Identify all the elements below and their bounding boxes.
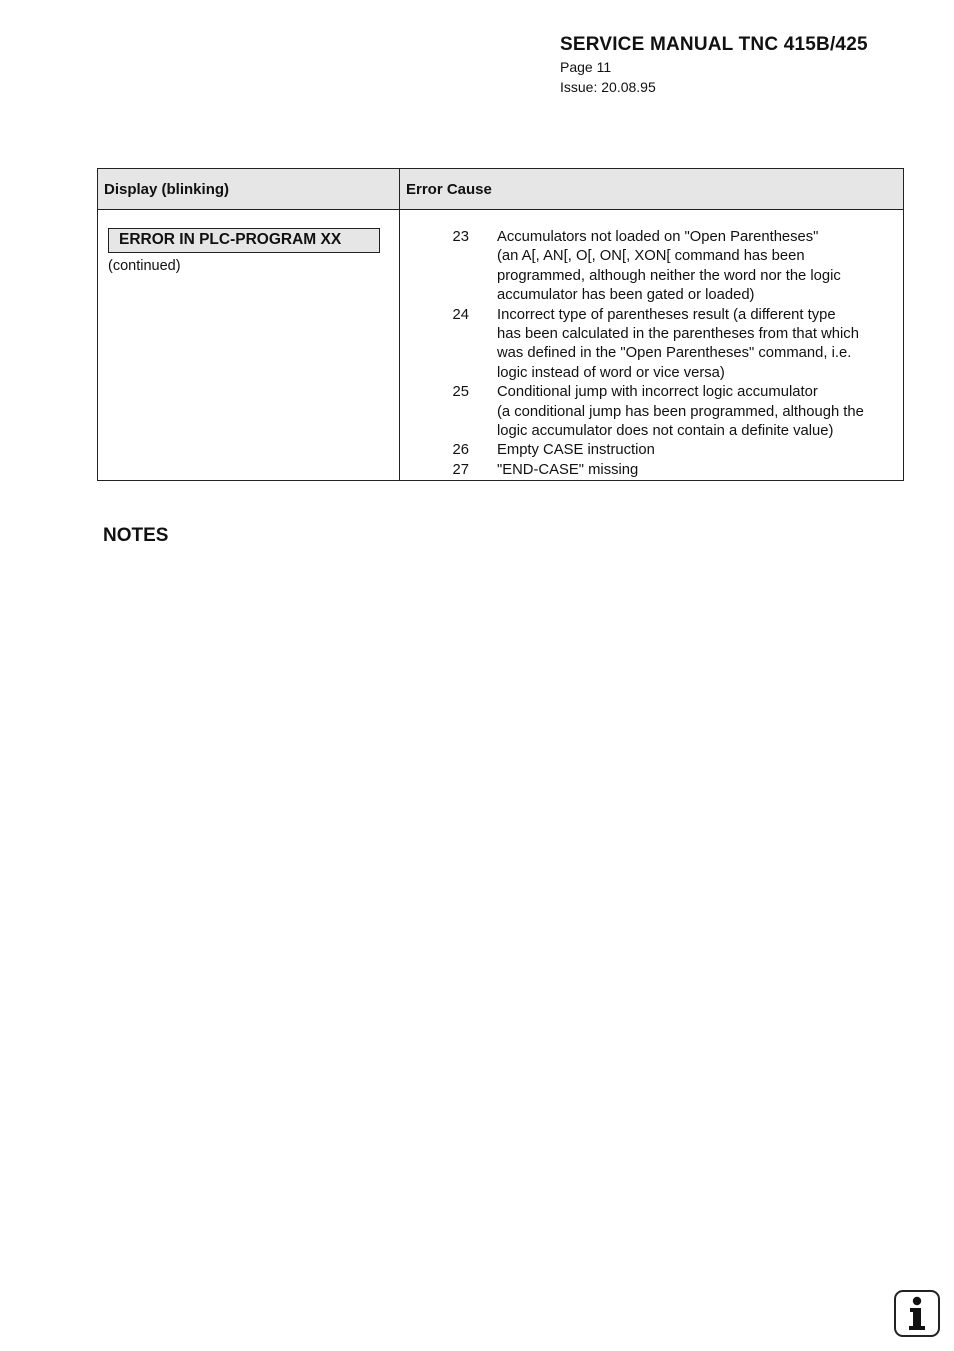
cause-row <box>400 383 899 441</box>
cause-text-line: was defined in the "Open Parentheses" command, i.e. <box>497 345 852 362</box>
cause-text-line: "END-CASE" missing <box>497 461 639 478</box>
display-cell <box>98 210 400 481</box>
cause-text-line: has been calculated in the parentheses from that which <box>497 326 859 343</box>
cause-text <box>497 306 899 384</box>
cause-text-line: Empty CASE instruction <box>497 442 655 459</box>
document-header <box>560 34 868 95</box>
table-row <box>98 210 904 481</box>
cause-row <box>400 228 899 306</box>
cause-text-line: Conditional jump with incorrect logic accumulator <box>497 384 818 401</box>
display-column-header: Display (blinking) <box>98 169 400 210</box>
cause-row <box>400 306 899 384</box>
cause-text <box>497 461 899 480</box>
cause-column-header: Error Cause <box>400 169 904 210</box>
cause-text-line: Accumulators not loaded on "Open Parentheses" <box>497 229 819 245</box>
notes-heading: NOTES <box>103 525 169 546</box>
cause-text-line: programmed, although neither the word nor the logic <box>497 267 841 284</box>
cause-row <box>400 461 899 480</box>
manual-title: SERVICE MANUAL TNC 415B/425 <box>560 34 868 55</box>
cause-text-line: (a conditional jump has been programmed, although the <box>497 403 864 420</box>
error-table <box>97 168 904 481</box>
cause-text <box>497 441 899 460</box>
issue-date: Issue: 20.08.95 <box>560 79 656 95</box>
cause-number: 26 <box>452 442 469 459</box>
page-number: Page 11 <box>560 59 612 75</box>
table-header-row <box>98 169 904 210</box>
cause-text-line: logic accumulator does not contain a definite value) <box>497 423 834 440</box>
cause-text <box>497 383 899 441</box>
cause-cell <box>400 210 904 481</box>
error-display-box: ERROR IN PLC-PROGRAM XX <box>108 228 380 253</box>
continued-label: (continued) <box>108 258 181 274</box>
cause-text-line: Incorrect type of parentheses result (a different type <box>497 306 836 323</box>
cause-list <box>400 228 899 480</box>
cause-text-line: accumulator has been gated or loaded) <box>497 287 755 304</box>
cause-number: 25 <box>452 384 469 401</box>
cause-number: 27 <box>452 461 469 478</box>
cause-text <box>497 228 899 306</box>
cause-number: 24 <box>452 306 469 323</box>
cause-row <box>400 441 899 460</box>
cause-text-line: logic instead of word or vice versa) <box>497 364 725 381</box>
cause-text-line: (an A[, AN[, O[, ON[, XON[ command has been <box>497 248 805 265</box>
cause-number: 23 <box>452 229 469 245</box>
info-icon <box>894 1290 940 1337</box>
